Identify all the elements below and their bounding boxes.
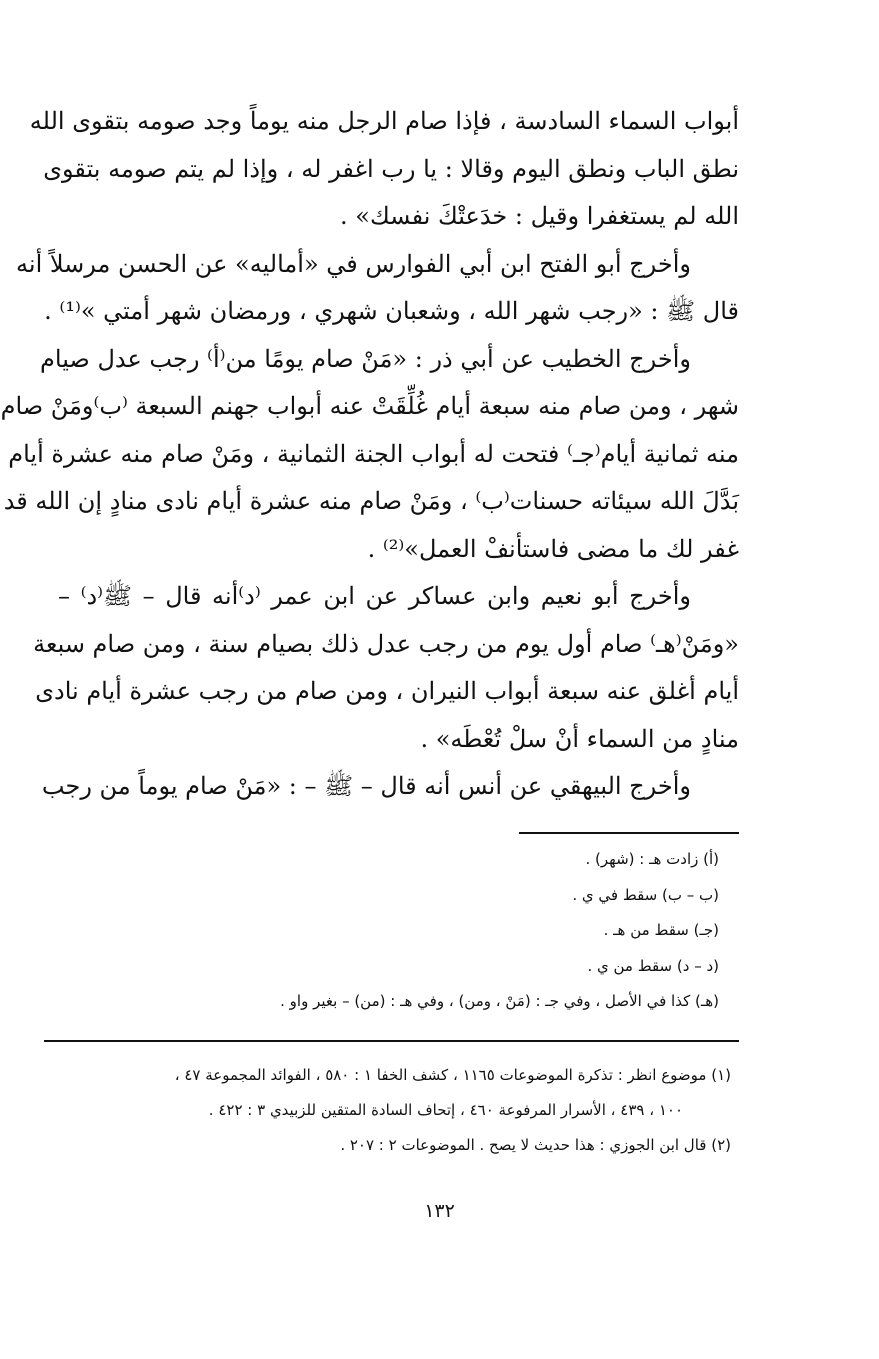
- text-line: وأخرج أبو نعيم وابن عساكر عن ابن عمر ⁽د⁾أنه قال – ﷺ⁽د⁾ –: [58, 582, 691, 610]
- footnote: (د – د) سقط من ي .: [587, 956, 719, 975]
- text-line: وأخرج أبو الفتح ابن أبي الفوارس في «أماليه» عن الحسن مرسلاً أنه: [16, 249, 691, 278]
- text-line: بَدَّلَ الله سيئاته حسنات⁽ب⁾ ، ومَنْ صام منه عشرة أيام نادى منادٍ إن الله قد: [3, 487, 739, 515]
- footnote: (٢) قال ابن الجوزي : هذا حديث لا يصح . الموضوعات ٢ : ٢٠٧ .: [340, 1136, 731, 1154]
- text-line: نطق الباب ونطق اليوم وقالا : يا رب اغفر له ، وإذا لم يتم صومه بتقوى: [43, 154, 739, 183]
- footnote: ١٠٠ ، ٤٣٩ ، الأسرار المرفوعة ٤٦٠ ، إتحاف السادة المتقين للزبيدي ٣ : ٤٢٢ .: [208, 1101, 683, 1119]
- footnote-divider: [519, 832, 739, 834]
- footnote: (١) موضوع انظر : تذكرة الموضوعات ١١٦٥ ، كشف الخفا ١ : ٥٨٠ ، الفوائد المجموعة ٤٧ ،: [174, 1066, 731, 1084]
- text-line: قال ﷺ : «رجب شهر الله ، وشعبان شهري ، ورمضان شهر أمتي »⁽¹⁾ .: [44, 297, 739, 325]
- footnote-divider: [44, 1040, 739, 1042]
- text-line: وأخرج الخطيب عن أبي ذر : «مَنْ صام يومًا من⁽أ⁾ رجب عدل صيام: [40, 344, 691, 373]
- footnote: (أ) زادت هـ : (شهر) .: [585, 850, 719, 868]
- footnote: (ب – ب) سقط في ي .: [572, 885, 719, 904]
- text-line: «ومَنْ⁽هـ⁾ صام أول يوم من رجب عدل ذلك بصيام سنة ، ومن صام سبعة: [33, 629, 739, 658]
- text-line: غفر لك ما مضى فاستأنفْ العمل»⁽²⁾ .: [367, 534, 739, 563]
- footnote: (هـ) كذا في الأصل ، وفي جـ : (مَنْ ، ومن) ، وفي هـ : (من) – بغير واو .: [280, 992, 719, 1010]
- text-line: أبواب السماء السادسة ، فإذا صام الرجل منه يوماً وجد صومه بتقوى الله: [29, 107, 739, 135]
- text-line: منادٍ من السماء أنْ سلْ تُعْطَه» .: [420, 724, 739, 753]
- text-line: شهر ، ومن صام منه سبعة أيام غُلِّقَتْ عنه أبواب جهنم السبعة ⁽ب⁾ومَنْ صام: [0, 392, 739, 420]
- text-line: وأخرج البيهقي عن أنس أنه قال – ﷺ – : «مَنْ صام يوماً من رجب: [41, 772, 691, 800]
- text-line: منه ثمانية أيام⁽جـ⁾ فتحت له أبواب الجنة الثمانية ، ومَنْ صام منه عشرة أيام: [8, 439, 739, 468]
- variant-footnotes: [150, 842, 719, 1020]
- text-line: أيام أغلق عنه سبعة أبواب النيران ، ومن صام من رجب عشرة أيام نادى: [35, 677, 739, 705]
- page-number: ١٣٢: [424, 1200, 455, 1222]
- reference-footnotes: [40, 1058, 731, 1163]
- text-line: الله لم يستغفرا وقيل : خدَعتْكَ نفسك» .: [340, 202, 739, 230]
- main-text: [0, 98, 739, 811]
- footnote: (جـ) سقط من هـ .: [603, 921, 719, 939]
